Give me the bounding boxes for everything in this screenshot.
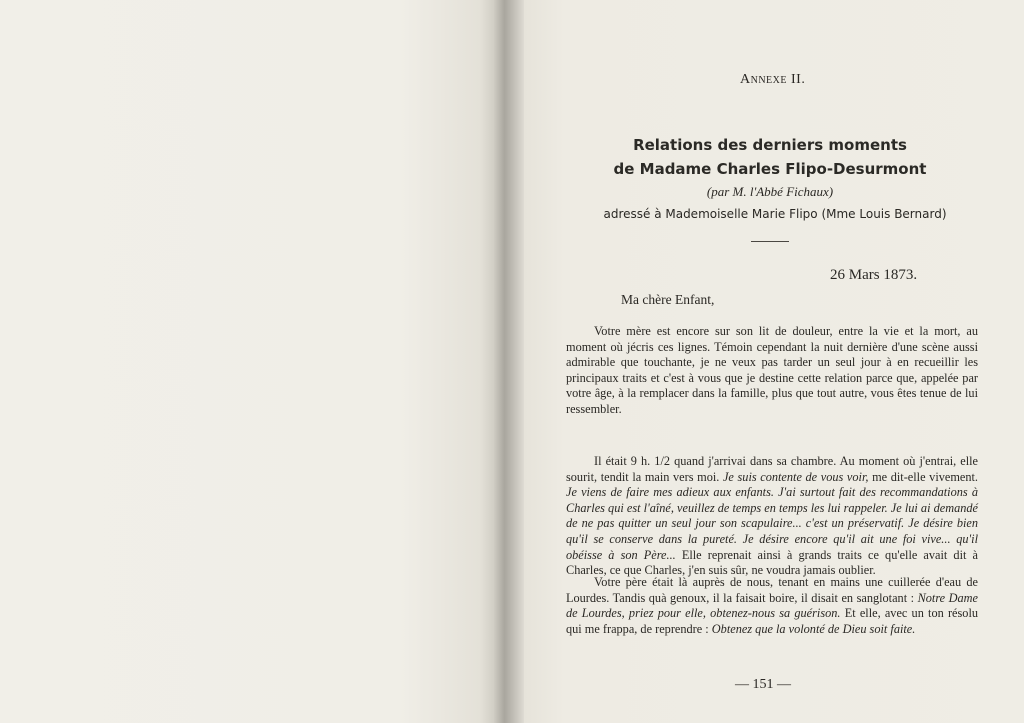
- paragraph-3-text-1: Votre père était là auprès de nous, tenant en mains une cuillerée d'eau de Lourdes. Tandis quà genoux, il la faisait boire, il disait en sanglotant :: [566, 575, 978, 605]
- byline: (par M. l'Abbé Fichaux): [706, 184, 834, 199]
- paragraph-2-text-3: Elle reprenait ainsi à grands traits ce qu'elle avait dit à Charles, ce que Charles, j'en suis sûr, ne voudra jamais oublier.: [566, 547, 978, 578]
- addressee-line: adressé à Mademoiselle Marie Flipo (Mme Louis Bernard): [603, 207, 947, 221]
- paragraph-3-quote-2: Obtenez que la volonté de Dieu soit faite.: [711, 621, 916, 636]
- paragraph-2: [566, 454, 978, 579]
- salutation: Ma chère Enfant,: [621, 292, 715, 307]
- paragraph-3-quote-1: Notre Dame de Lourdes, priez pour elle, obtenez-nous sa guérison.: [566, 590, 978, 621]
- paragraph-1: Votre mère est encore sur son lit de douleur, entre la vie et la mort, au moment où jécris ces lignes. Témoin cependant la nuit dernière d'une scène aussi admirable que touchante, je ne veux pas tarder un seul jour à en recueillir les principaux traits et c'est à vous que je destine cette relation parce que, appelée par votre âge, à la remplacer dans la famille, plus que tout autre, vous êtes tenue de lui ressembler.: [566, 324, 978, 416]
- paragraph-2-quote-2: Je viens de faire mes adieux aux enfants. J'ai surtout fait des recommandations à Charles qui est l'aîné, veuillez de temps en temps les lui rappeler. Je lui ai demandé de ne pas quitter un seul jour son scapulaire... c'est un préservatif. Je désire bien qu'il se conserve dans la pureté. Je désire encore qu'il ait une foi vive... qu'il obéisse à son Père...: [566, 485, 978, 562]
- book-gutter: [494, 0, 524, 723]
- divider-rule: [751, 241, 789, 242]
- annexe-heading: Annexe II.: [740, 72, 806, 87]
- title-line-2: de Madame Charles Flipo-Desurmont: [613, 160, 927, 178]
- paragraph-2-quote-1: Je suis contente de vous voir,: [722, 469, 869, 484]
- left-page-blank: [0, 0, 500, 723]
- paragraph-3: [566, 575, 978, 637]
- paragraph-3-text-2: Et elle, avec un ton résolu qui me frappa, de reprendre :: [566, 606, 979, 636]
- page-number: — 151 —: [735, 677, 791, 692]
- paragraph-2-text-2: me dit-elle vivement.: [868, 469, 978, 484]
- letter-date: 26 Mars 1873.: [830, 267, 918, 283]
- paragraph-2-text-1: Il était 9 h. 1/2 quand j'arrivai dans sa chambre. Au moment où j'entrai, elle sourit, tendit la main vers moi.: [566, 454, 978, 484]
- title-line-1: Relations des derniers moments: [633, 136, 907, 154]
